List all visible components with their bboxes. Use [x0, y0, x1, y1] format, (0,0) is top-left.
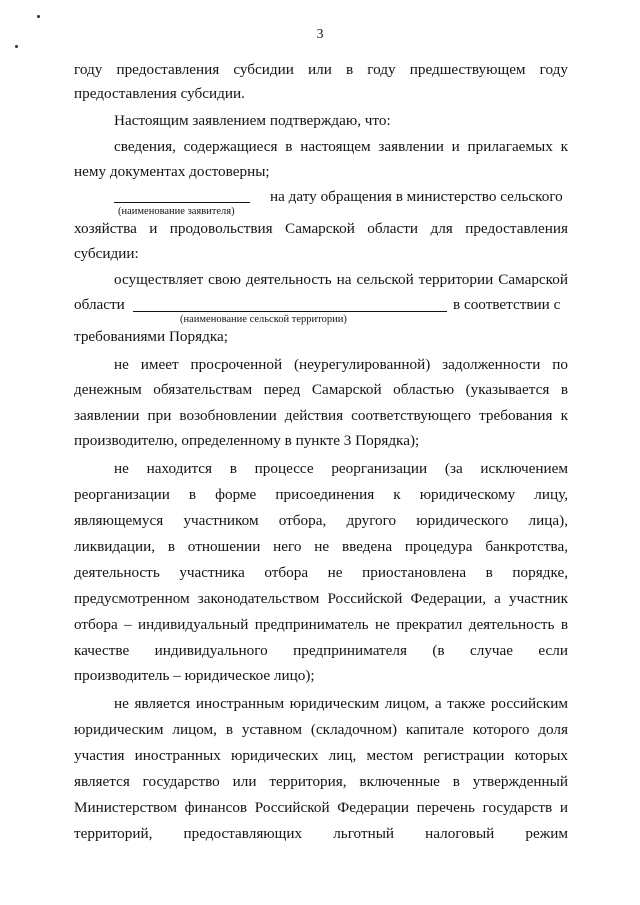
text-line: юридическим лицом, в уставном (складочном) капитале которого доля — [74, 721, 568, 738]
text-line: ликвидации, в отношении него не введена процедура банкротства, — [74, 538, 568, 555]
text-line: являющемуся участником отбора, другого юридического лица), — [74, 512, 568, 529]
text-line: предоставления субсидии. — [74, 85, 245, 102]
text-line: участия иностранных юридических лиц, местом регистрации которых — [74, 747, 568, 764]
text-line: территорий, предоставляющих льготный налоговый режим — [74, 825, 568, 842]
text-line: области — [74, 296, 125, 313]
text-line: не находится в процессе реорганизации (за исключением — [114, 460, 568, 477]
text-line: производителю, определенному в пункте 3 Порядка); — [74, 432, 420, 449]
scan-speck — [37, 15, 40, 18]
text-line: нему документах достоверны; — [74, 163, 270, 180]
text-line: году предоставления субсидии или в году предшествующем году — [74, 61, 568, 78]
scan-speck — [15, 45, 18, 48]
text-line: на дату обращения в министерство сельского — [270, 188, 563, 205]
text-line: в соответствии с — [453, 296, 561, 313]
text-line: Министерством финансов Российской Федерации перечень государств и — [74, 799, 568, 816]
text-line: осуществляет свою деятельность на сельской территории Самарской — [114, 271, 568, 288]
text-line: заявлении при возобновлении действия соответствующего требования к — [74, 407, 568, 424]
applicant-name-blank — [114, 190, 250, 203]
field-caption: (наименование сельской территории) — [180, 314, 347, 325]
text-line: субсидии: — [74, 245, 139, 262]
text-line: не является иностранным юридическим лицом, а также российским — [114, 695, 568, 712]
text-line: предусмотренном законодательством Российской Федерации, а участник — [74, 590, 568, 607]
text-line: хозяйства и продовольствия Самарской области для предоставления — [74, 220, 568, 237]
text-line: сведения, содержащиеся в настоящем заявлении и прилагаемых к — [114, 138, 568, 155]
text-line: реорганизации в форме присоединения к юридическому лицу, — [74, 486, 568, 503]
text-line: производитель – юридическое лицо); — [74, 667, 315, 684]
text-line: требованиями Порядка; — [74, 328, 228, 345]
text-line: деятельность участника отбора не приостановлена в порядке, — [74, 564, 568, 581]
text-line: отбора – индивидуальный предприниматель не прекратил деятельность в — [74, 616, 568, 633]
text-line: денежным обязательствам перед Самарской областью (указывается в — [74, 381, 568, 398]
text-line: является государство или территория, включенные в утвержденный — [74, 773, 568, 790]
text-line: качестве индивидуального предпринимателя (в случае если — [74, 642, 568, 659]
text-line: не имеет просроченной (неурегулированной) задолженности по — [114, 356, 568, 373]
text-line: Настоящим заявлением подтверждаю, что: — [114, 112, 391, 129]
page-number: 3 — [316, 27, 324, 42]
territory-name-blank — [133, 299, 447, 312]
field-caption: (наименование заявителя) — [118, 206, 235, 217]
